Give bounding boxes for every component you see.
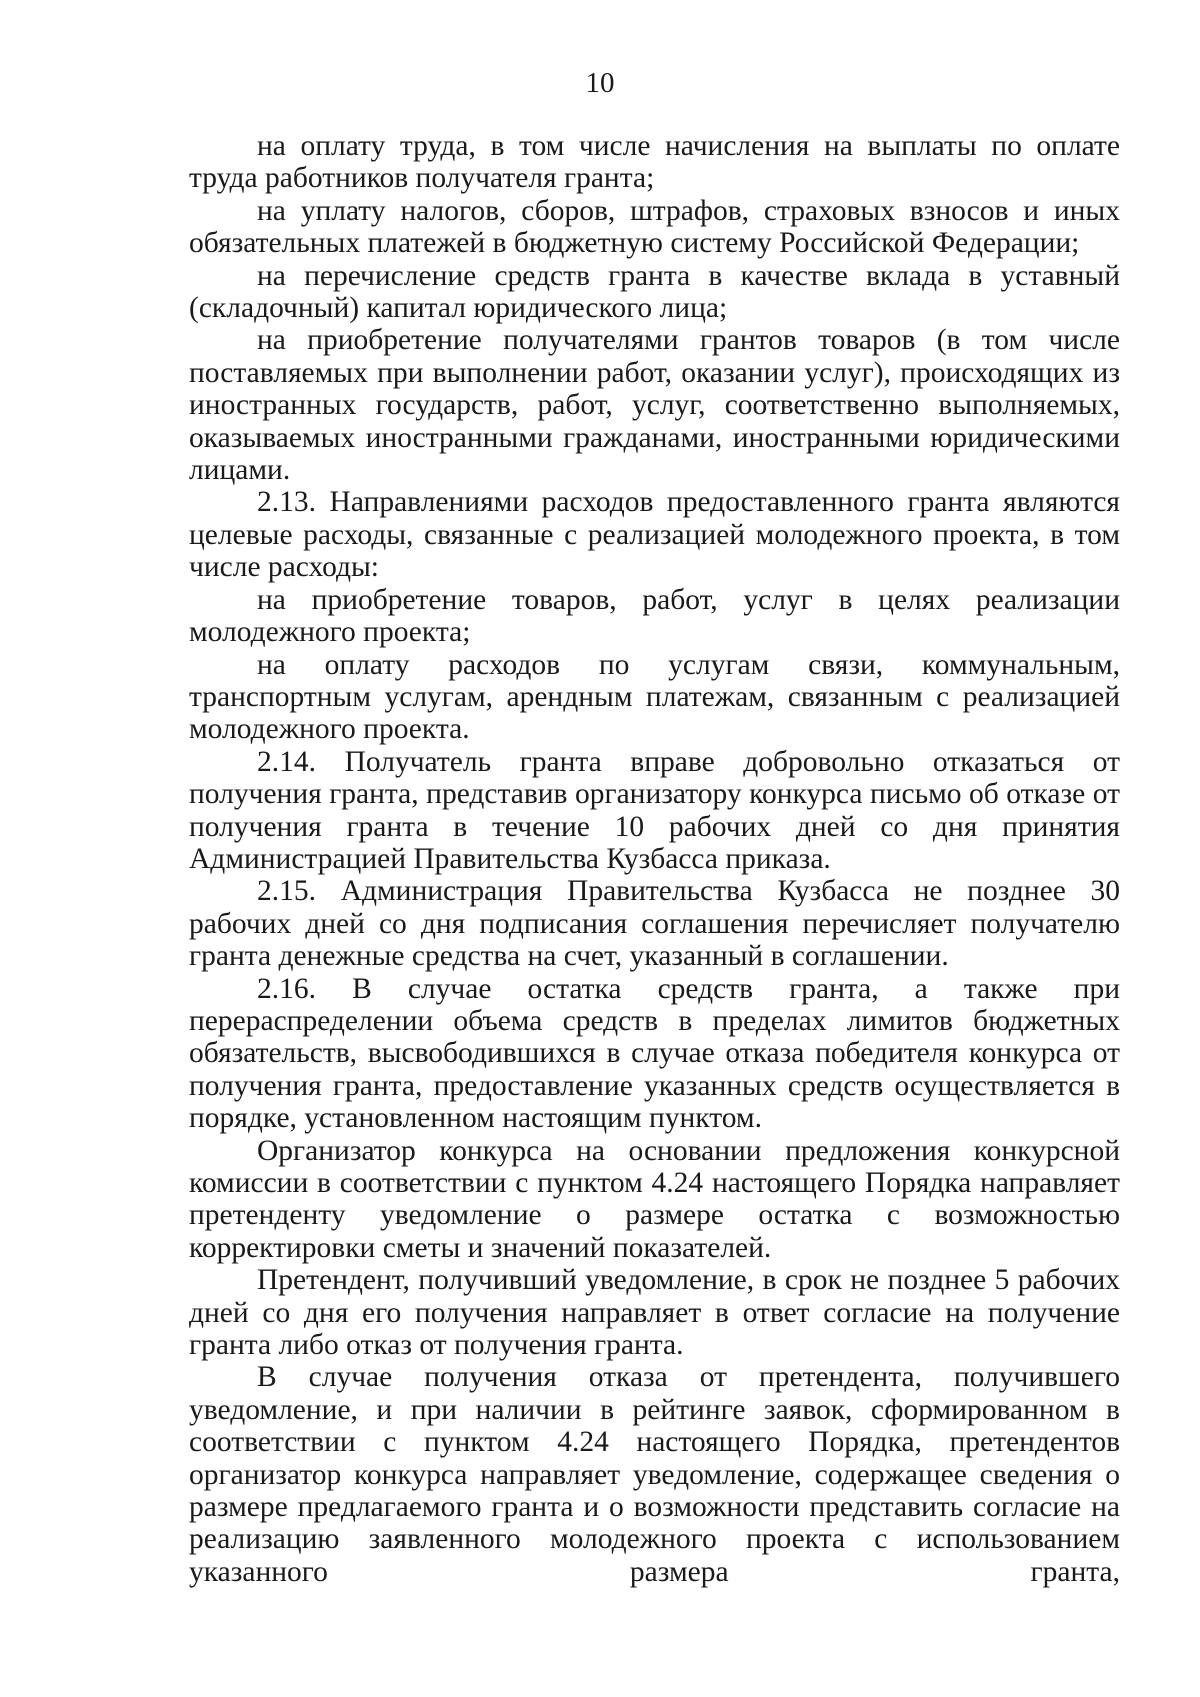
paragraph-2-13: 2.13. Направлениями расходов предоставленного гранта являются целевые расходы, связанные с реализацией молодежного проекта, в том числе расходы:	[189, 486, 1120, 584]
paragraph-services-payment: на оплату расходов по услугам связи, коммунальным, транспортным услугам, арендным платежам, связанным с реализацией молодежного проекта.	[189, 648, 1120, 746]
paragraph-2-16: 2.16. В случае остатка средств гранта, а также при перераспределении объема средств в пределах лимитов бюджетных обязательств, высвободившихся в случае отказа победителя конкурса от получения гранта, предоставление указанных средств осуществляется в порядке, установленном настоящим пунктом.	[189, 972, 1120, 1135]
paragraph-2-14: 2.14. Получатель гранта вправе добровольно отказаться от получения гранта, представив организатору конкурса письмо об отказе от получения гранта в течение 10 рабочих дней со дня принятия Администрацией Правительства Кузбасса приказа.	[189, 745, 1120, 875]
paragraph-refusal-case: В случае получения отказа от претендента, получившего уведомление, и при наличии в рейтинге заявок, сформированном в соответствии с пунктом 4.24 настоящего Порядка, претендентов организатор конкурса направляет уведомление, содержащее сведения о размере предлагаемого гранта и о возможности представить согласие на реализацию заявленного молодежного проекта с использованием указанного размера гранта,	[189, 1361, 1120, 1588]
paragraph-wages: на оплату труда, в том числе начисления на выплаты по оплате труда работников получателя гранта;	[189, 130, 1120, 195]
document-body	[189, 130, 1120, 1588]
paragraph-taxes: на уплату налогов, сборов, штрафов, страховых взносов и иных обязательных платежей в бюджетную систему Российской Федерации;	[189, 194, 1120, 260]
paragraph-applicant-response: Претендент, получивший уведомление, в срок не позднее 5 рабочих дней со дня его получения направляет в ответ согласие на получение гранта либо отказ от получения гранта.	[189, 1264, 1120, 1362]
paragraph-purchase-goods: на приобретение товаров, работ, услуг в целях реализации молодежного проекта;	[189, 583, 1120, 649]
page-number: 10	[585, 67, 615, 99]
paragraph-2-15: 2.15. Администрация Правительства Кузбасса не позднее 30 рабочих дней со дня подписания соглашения перечисляет получателю гранта денежные средства на счет, указанный в соглашении.	[189, 875, 1120, 973]
paragraph-foreign-goods: на приобретение получателями грантов товаров (в том числе поставляемых при выполнении работ, оказании услуг), происходящих из иностранных государств, работ, услуг, соответственно выполняемых, оказываемых иностранными гражданами, иностранными юридическими лицами.	[189, 324, 1120, 487]
paragraph-capital-contribution: на перечисление средств гранта в качестве вклада в уставный (складочный) капитал юридического лица;	[189, 259, 1120, 325]
paragraph-organizer-notice: Организатор конкурса на основании предложения конкурсной комиссии в соответствии с пунктом 4.24 настоящего Порядка направляет претенденту уведомление о размере остатка с возможностью корректировки сметы и значений показателей.	[189, 1134, 1120, 1264]
